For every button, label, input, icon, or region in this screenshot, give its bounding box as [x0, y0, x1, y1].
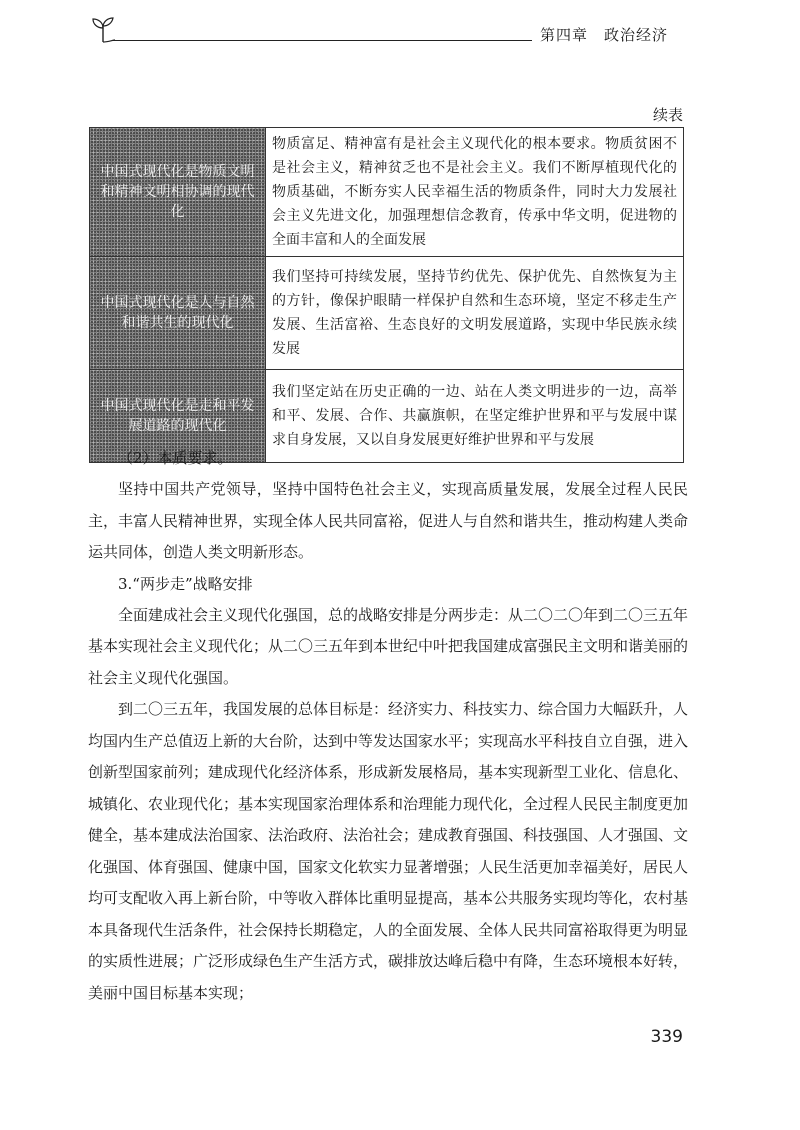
row-label: 中国式现代化是人与自然和谐共生的现代化	[90, 257, 266, 370]
header-rule	[112, 40, 532, 41]
row-text: 物质富足、精神富有是社会主义现代化的根本要求。物质贫困不是社会主义，精神贫乏也不是社会主义。我们不断厚植现代化的物质基础，不断夯实人民幸福生活的物质条件，同时大力发展社会主义先进文化，加强理想信念教育，传承中华文明，促进物的全面丰富和人的全面发展	[266, 128, 684, 257]
section3-paragraph-1: 全面建成社会主义现代化强国，总的战略安排是分两步走：从二〇二〇年到二〇三五年基本实现社会主义现代化；从二〇三五年到本世纪中叶把我国建成富强民主文明和谐美丽的社会主义现代化强国。	[88, 605, 689, 687]
content-table	[89, 127, 684, 463]
section2-heading: （2）本质要求。	[118, 449, 233, 467]
body-text	[88, 443, 688, 1009]
chapter-title: 第四章 政治经济	[540, 26, 669, 44]
row-text: 我们坚定站在历史正确的一边、站在人类文明进步的一边，高举和平、发展、合作、共赢旗帜，在坚定维护世界和平与发展中谋求自身发展，又以自身发展更好维护世界和平与发展	[266, 370, 684, 463]
table-caption: 续表	[652, 106, 683, 124]
row-label: 中国式现代化是走和平发展道路的现代化	[90, 370, 266, 463]
section3-heading: 3.“两步走”战略安排	[118, 574, 253, 593]
section3-paragraph-2: 到二〇三五年，我国发展的总体目标是：经济实力、科技实力、综合国力大幅跃升，人均国内生产总值迈上新的大台阶，达到中等发达国家水平；实现高水平科技自立自强，进入创新型国家前列；建成现代化经济体系，形成新发展格局，基本实现新型工业化、信息化、城镇化、农业现代化；基本实现国家治理体系和治理能力现代化，全过程人民民主制度更加健全，基本建成法治国家、法治政府、法治社会；建成教育强国、科技强国、人才强国、文化强国、体育强国、健康中国，国家文化软实力显著增强；人民生活更加幸福美好，居民人均可支配收入再上新台阶，中等收入群体比重明显提高，基本公共服务实现均等化，农村基本具备现代生活条件，社会保持长期稳定，人的全面发展、全体人民共同富裕取得更为明显的实质性进展；广泛形成绿色生产生活方式，碳排放达峰后稳中有降，生态环境根本好转，美丽中国目标基本实现；	[88, 700, 689, 1002]
row-label: 中国式现代化是物质文明和精神文明相协调的现代化	[90, 128, 266, 257]
section2-paragraph: 坚持中国共产党领导，坚持中国特色社会主义，实现高质量发展，发展全过程人民民主，丰富人民精神世界，实现全体人民共同富裕，促进人与自然和谐共生，推动构建人类命运共同体，创造人类文明新形态。	[88, 480, 689, 561]
table-row	[90, 128, 684, 257]
row-text: 我们坚持可持续发展，坚持节约优先、保护优先、自然恢复为主的方针，像保护眼睛一样保护自然和生态环境，坚定不移走生产发展、生活富裕、生态良好的文明发展道路，实现中华民族永续发展	[266, 257, 684, 370]
table-row	[90, 257, 684, 370]
page-number: 339	[650, 1027, 683, 1047]
